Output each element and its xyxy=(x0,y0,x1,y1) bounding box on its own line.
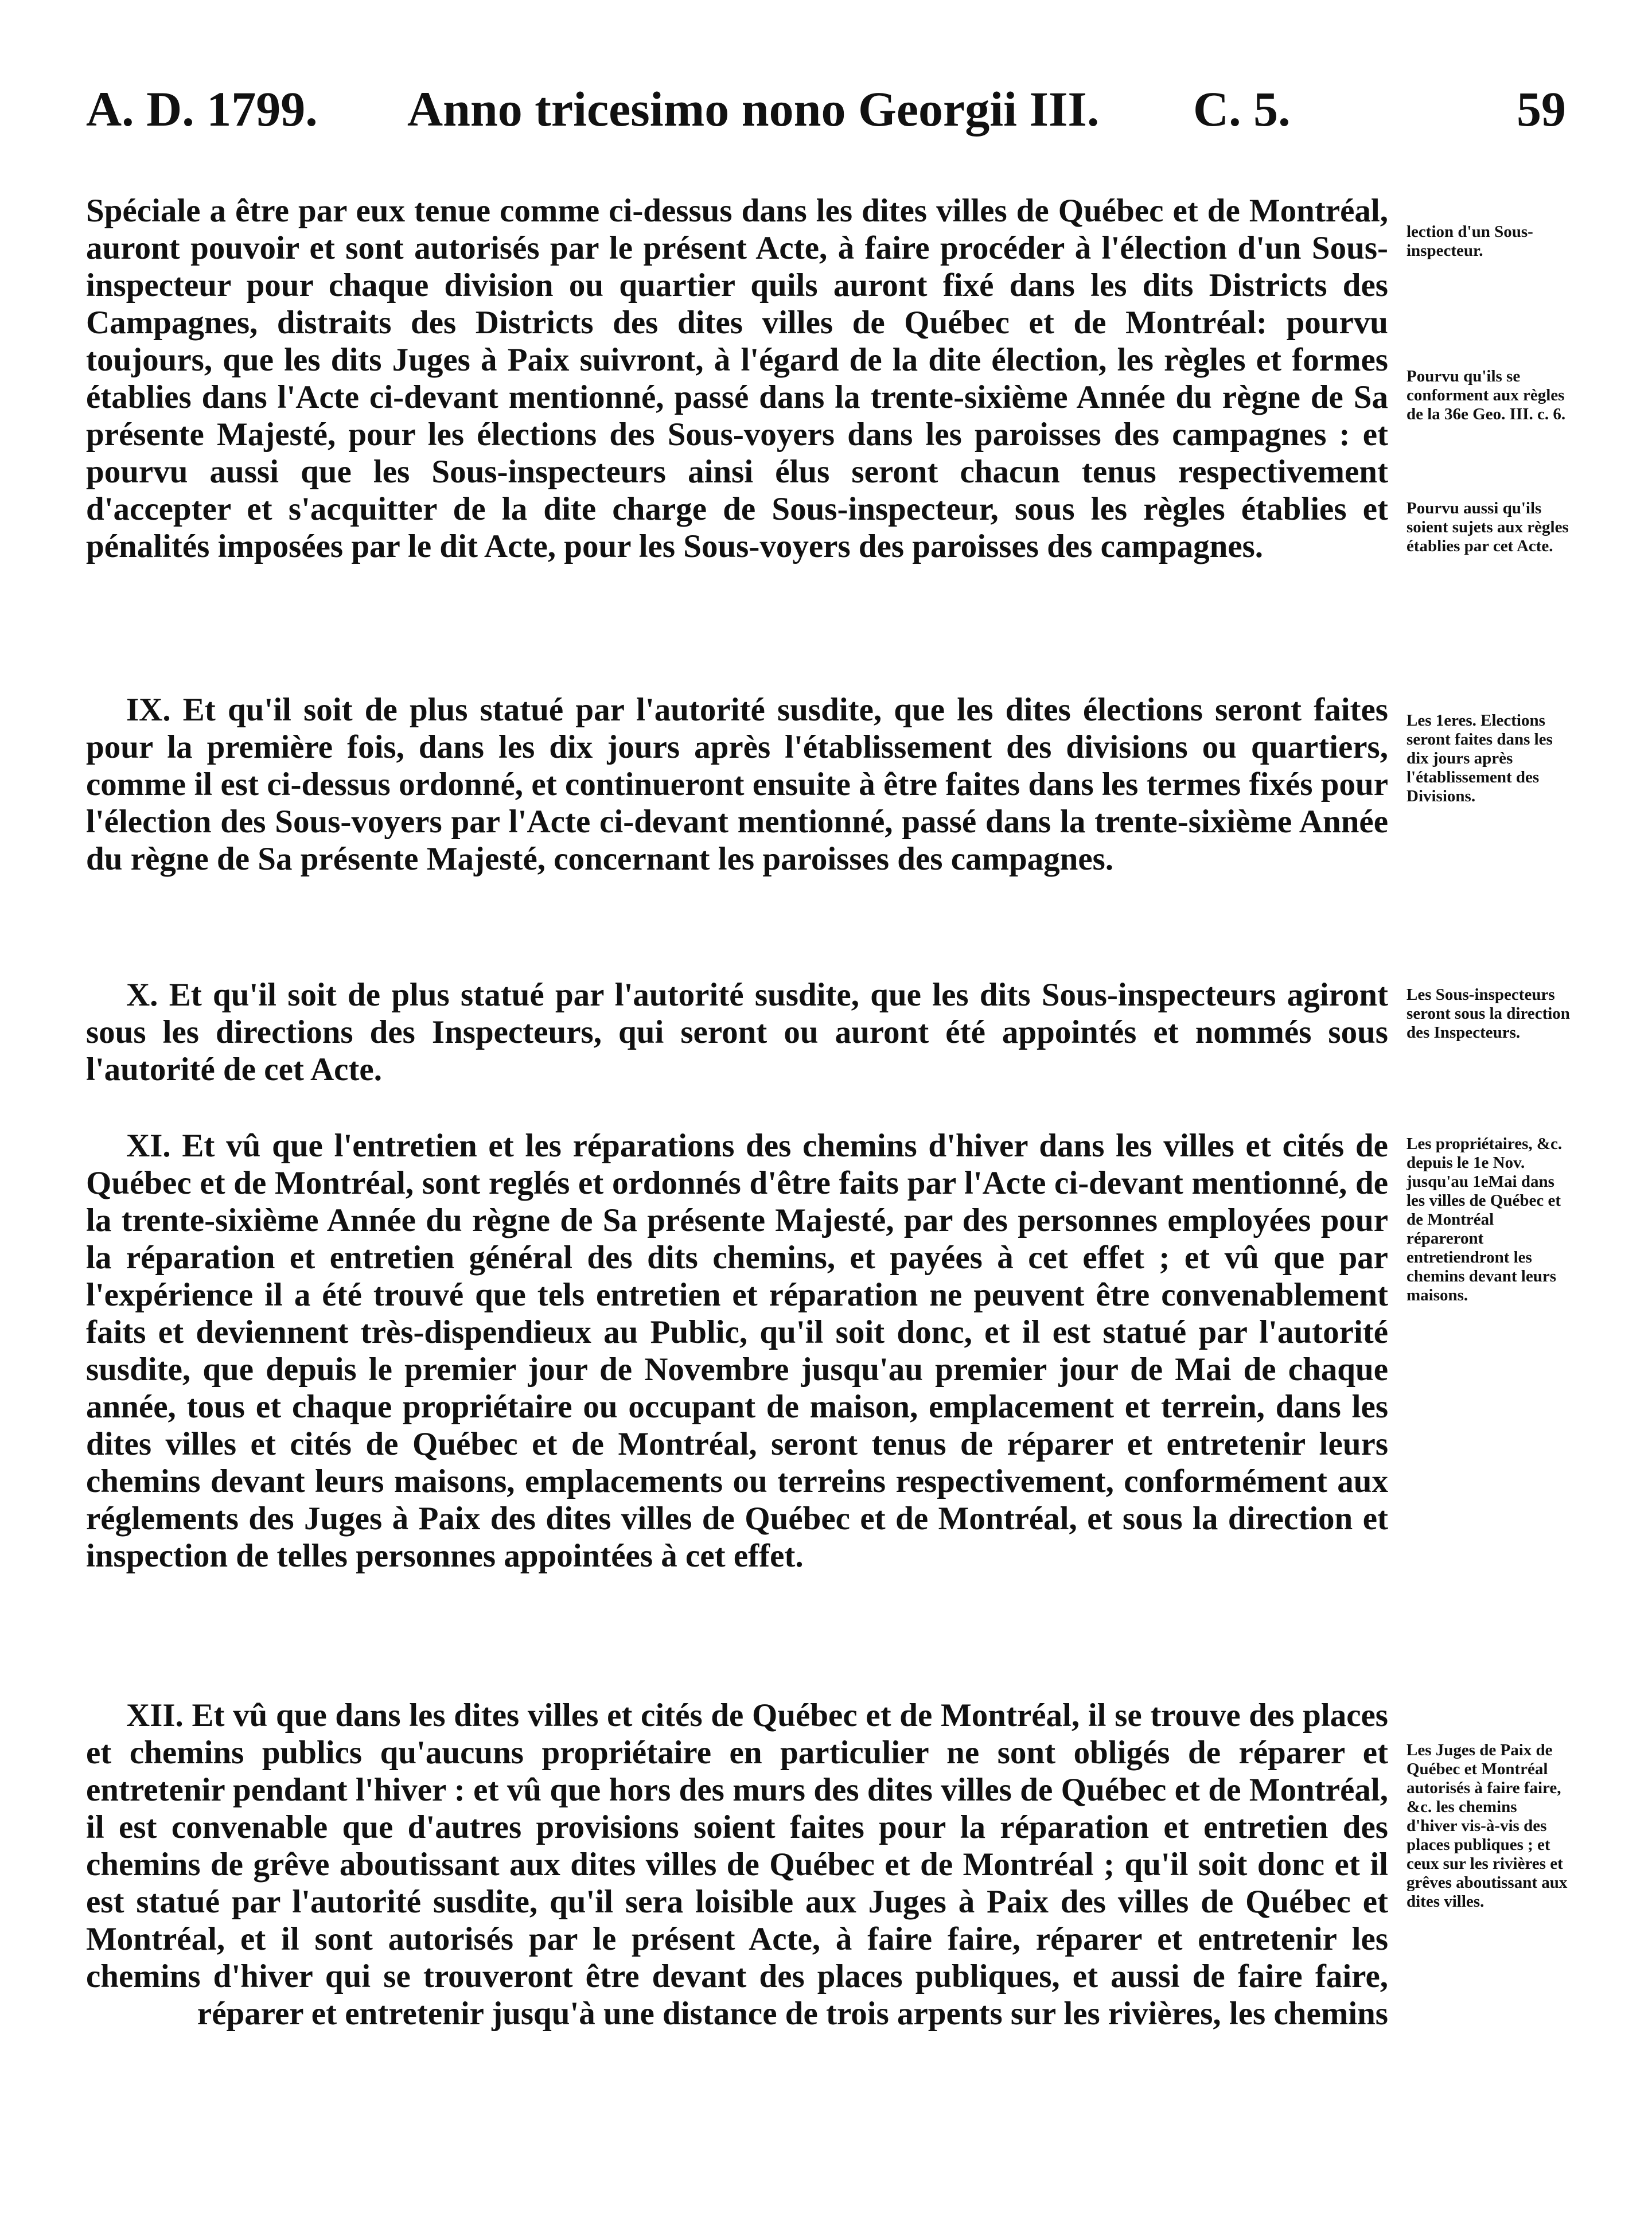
paragraph-intro: Spéciale a être par eux tenue comme ci-dessus dans les dites villes de Québec et de Montréal, auront pouvoir et sont autorisés par le présent Acte, à faire procéder à l'élection d'un Sous-inspecteur pour chaque division ou quartier quils auront fixé dans les dits Districts des Campagnes, distraits des Districts des dites villes de Québec et de Montréal: pourvu toujours, que les dits Juges à Paix suivront, à l'égard de la dite élection, les règles et formes établies dans l'Acte ci-devant mentionné, passé dans la trente-sixième Année du règne de Sa présente Majesté, pour les élections des Sous-voyers dans les paroisses des campagnes : et pourvu aussi que les Sous-inspecteurs ainsi élus seront chacun tenus respectivement d'accepter et s'acquitter de la dite charge de Sous-inspecteur, sous les règles établies et pénalités imposées par le dit Acte, pour les Sous-voyers des paroisses des campagnes. xyxy=(86,193,1388,564)
page-number: 59 xyxy=(1517,81,1566,137)
margin-note-juges: Les Juges de Paix de Québec et Montréal autorisés à faire faire, &c. les chemins d'hiver vis-à-vis des places publiques ; et ceux sur les rivières et grêves aboutissant aux dites villes. xyxy=(1406,1741,1568,1911)
running-header xyxy=(86,80,1566,149)
margin-note-elections: Les 1eres. Elections seront faites dans les dix jours après l'établissement des Divisions. xyxy=(1406,711,1553,805)
header-year: A. D. 1799. xyxy=(86,81,318,137)
paragraph-xii: XII. Et vû que dans les dites villes et cités de Québec et de Montréal, il se trouve des places et chemins publics qu'aucuns propriétaire en particulier ne sont obligés de réparer et entretenir pendant l'hiver : et vû que hors des murs des dites villes de Québec et de Montréal, il est convenable que d'autres provisions soient faites pour la réparation et entretien des chemins de grêve aboutissant aux dites villes de Québec et de Montréal ; qu'il soit donc et il est statué par l'autorité susdite, qu'il sera loisible aux Juges à Paix des villes de Québec et Montréal, et il sont autorisés par le présent Acte, à faire faire, réparer et entretenir les chemins d'hiver qui se trouveront être devant des places publiques, et aussi de faire faire, réparer et entretenir jusqu'à une distance de trois arpents sur les rivières, les chemins xyxy=(86,1697,1388,2032)
header-title: Anno tricesimo nono Georgii III. xyxy=(407,81,1100,137)
margin-note-election: lection d'un Sous-inspecteur. xyxy=(1406,223,1533,260)
margin-note-proprietaires: Les propriétaires, &c. depuis le 1e Nov. jusqu'au 1eMai dans les villes de Québec et de Montréal répareront entretiendront les chemins devant leurs maisons. xyxy=(1406,1135,1563,1304)
margin-note-pourvu: Pourvu qu'ils se conforment aux règles de la 36e Geo. III. c. 6. xyxy=(1406,367,1566,423)
paragraph-ix: IX. Et qu'il soit de plus statué par l'autorité susdite, que les dites élections seront faites pour la première fois, dans les dix jours après l'établissement des divisions ou quartiers, comme il est ci-dessus ordonné, et continueront ensuite à être faites dans les termes fixés pour l'élection des Sous-voyers par l'Acte ci-devant mentionné, passé dans la trente-sixième Année du règne de Sa présente Majesté, concernant les paroisses des campagnes. xyxy=(86,692,1388,877)
margin-note-sous-inspecteurs: Les Sous-inspecteurs seront sous la direction des Inspecteurs. xyxy=(1406,985,1570,1042)
margin-note-pourvu-aussi: Pourvu aussi qu'ils soient sujets aux règles établies par cet Acte. xyxy=(1406,499,1569,555)
header-chapter: C. 5. xyxy=(1193,81,1291,137)
paragraph-x: X. Et qu'il soit de plus statué par l'autorité susdite, que les dits Sous-inspecteurs agiront sous les directions des Inspecteurs, qui seront ou auront été appointés et nommés sous l'autorité de cet Acte. xyxy=(86,977,1388,1088)
paragraph-xi: XI. Et vû que l'entretien et les réparations des chemins d'hiver dans les villes et cités de Québec et de Montréal, sont reglés et ordonnés d'être faits par l'Acte ci-devant mentionné, de la trente-sixième Année du règne de Sa présente Majesté, par des personnes employées pour la réparation et entretien général des dits chemins, et payées à cet effet ; et vû que par l'expérience il a été trouvé que tels entretien et réparation ne peuvent être convenablement faits et deviennent très-dispendieux au Public, qu'il soit donc, et il est statué par l'autorité susdite, que depuis le premier jour de Novembre jusqu'au premier jour de Mai de chaque année, tous et chaque propriétaire ou occupant de maison, emplacement et terrein, dans les dites villes et cités de Québec et de Montréal, seront tenus de réparer et entretenir leurs chemins devant leurs maisons, emplacements ou terreins respectivement, conformément aux réglements des Juges à Paix des dites villes de Québec et de Montréal, et sous la direction et inspection de telles personnes appointées à cet effet. xyxy=(86,1128,1388,1574)
